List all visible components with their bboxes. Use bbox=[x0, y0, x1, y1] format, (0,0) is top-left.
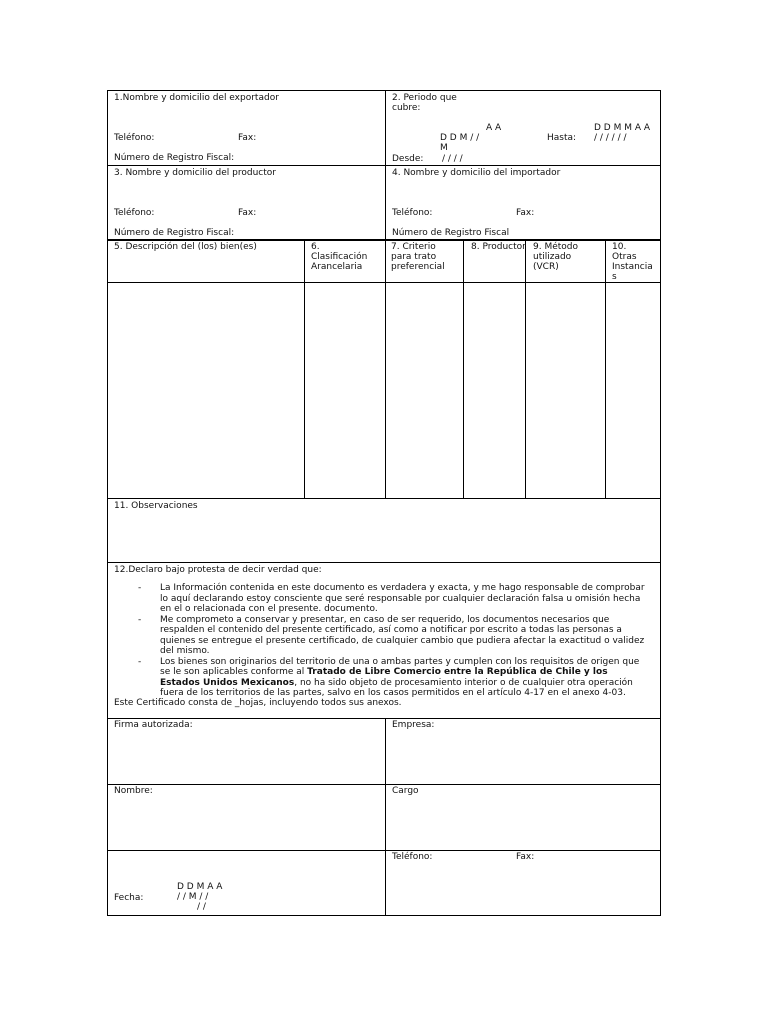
col-divider-10 bbox=[605, 240, 606, 498]
col-header-producer: 8. Productor bbox=[471, 242, 526, 252]
desde-m: M bbox=[440, 143, 448, 153]
col-divider-9 bbox=[525, 240, 526, 498]
declaration-list bbox=[138, 583, 648, 699]
date-format: D D M A A bbox=[177, 882, 223, 892]
exporter-box bbox=[108, 91, 385, 165]
authorized-signature-label: Firma autorizada: bbox=[114, 720, 193, 730]
desde-ddm: D D M / / bbox=[440, 133, 480, 143]
exporter-fiscal-label: Número de Registro Fiscal: bbox=[114, 153, 235, 163]
observations-box bbox=[108, 498, 661, 562]
col-divider-8 bbox=[463, 240, 464, 498]
declaration-title: 12.Declaro bajo protesta de decir verdad que: bbox=[114, 565, 322, 575]
exporter-title: 1.Nombre y domicilio del exportador bbox=[114, 93, 279, 103]
producer-fax-label: Fax: bbox=[238, 208, 257, 218]
importer-fiscal-label: Número de Registro Fiscal bbox=[392, 228, 510, 238]
importer-fax-label: Fax: bbox=[516, 208, 535, 218]
producer-box bbox=[108, 165, 385, 240]
desde-aa: A A bbox=[486, 123, 502, 133]
declaration-footer: Este Certificado consta de _hojas, incluyendo todos sus anexos. bbox=[114, 698, 402, 708]
producer-phone-label: Teléfono: bbox=[114, 208, 155, 218]
date-box bbox=[108, 850, 385, 916]
declaration-item: - Los bienes son originarios del territorio de una o ambas partes y cumplen con los requisitos de origen que se le son aplicables conforme al Tratado de Libre Comercio entre la República de Chile y los Estados Unidos Mexicanos, no ha sido objeto de procesamiento interior o de cualquier otra operación fuera de los territorios de las partes, salvo en los casos permitidos en el artículo 4-17 en el anexo 4-03. bbox=[138, 656, 640, 698]
desde-label: Desde: bbox=[392, 154, 424, 164]
contact-box bbox=[385, 850, 661, 916]
col-divider-6 bbox=[304, 240, 305, 498]
col-header-description: 5. Descripción del (los) bien(es) bbox=[114, 242, 257, 252]
position-label: Cargo bbox=[392, 786, 419, 796]
authorized-signature-box bbox=[108, 718, 385, 785]
declaration-item: - La Información contenida en este documento es verdadera y exacta, y me hago responsable de comprobar lo aquí declarando estoy consciente que seré responsable por cualquier declaración falsa u omisión hecha en el o relacionada con el presente. documento. bbox=[138, 583, 645, 614]
importer-title: 4. Nombre y domicilio del importador bbox=[392, 168, 561, 178]
date-label: Fecha: bbox=[114, 893, 144, 903]
col-header-method: 9. Método utilizado (VCR) bbox=[533, 242, 579, 272]
name-box bbox=[108, 784, 385, 850]
date-slashes-2: / / bbox=[197, 902, 206, 912]
company-label: Empresa: bbox=[392, 720, 435, 730]
declaration-item: - Me comprometo a conservar y presentar, en caso de ser requerido, los documentos necesarios que respalden el contenido del presente certificado, así como a notificar por escrito a todas las personas a quienes se entregue el presente certificado, de cualquier cambio que pudiera afectar la exactitud o validez del mismo. bbox=[138, 614, 645, 656]
date-slashes-1: / / M / / bbox=[177, 892, 209, 902]
contact-fax-label: Fax: bbox=[516, 852, 535, 862]
col-header-other: 10. Otras Instancia s bbox=[612, 242, 653, 282]
contact-phone-label: Teléfono: bbox=[392, 852, 433, 862]
period-box bbox=[385, 91, 661, 165]
hasta-format: D D M M A A bbox=[594, 123, 651, 133]
company-box bbox=[385, 718, 661, 785]
desde-slashes: / / / / bbox=[442, 154, 463, 164]
name-label: Nombre: bbox=[114, 786, 153, 796]
period-title-1: 2. Periodo que bbox=[392, 93, 457, 103]
producer-fiscal-label: Número de Registro Fiscal: bbox=[114, 228, 235, 238]
period-title-2: cubre: bbox=[392, 103, 421, 113]
exporter-phone-label: Teléfono: bbox=[114, 133, 155, 143]
importer-box bbox=[385, 165, 661, 240]
col-header-classification: 6. Clasificación Arancelaria bbox=[311, 242, 368, 272]
position-box bbox=[385, 784, 661, 850]
col-header-criterion: 7. Criterio para trato preferencial bbox=[391, 242, 445, 272]
importer-phone-label: Teléfono: bbox=[392, 208, 433, 218]
exporter-fax-label: Fax: bbox=[238, 133, 257, 143]
declaration-box bbox=[108, 562, 661, 719]
hasta-label: Hasta: bbox=[547, 133, 577, 143]
hasta-slashes: / / / / / / bbox=[594, 133, 627, 143]
col-divider-7 bbox=[385, 240, 386, 498]
observations-label: 11. Observaciones bbox=[114, 501, 198, 511]
certificate-form bbox=[107, 90, 661, 916]
producer-title: 3. Nombre y domicilio del productor bbox=[114, 168, 276, 178]
